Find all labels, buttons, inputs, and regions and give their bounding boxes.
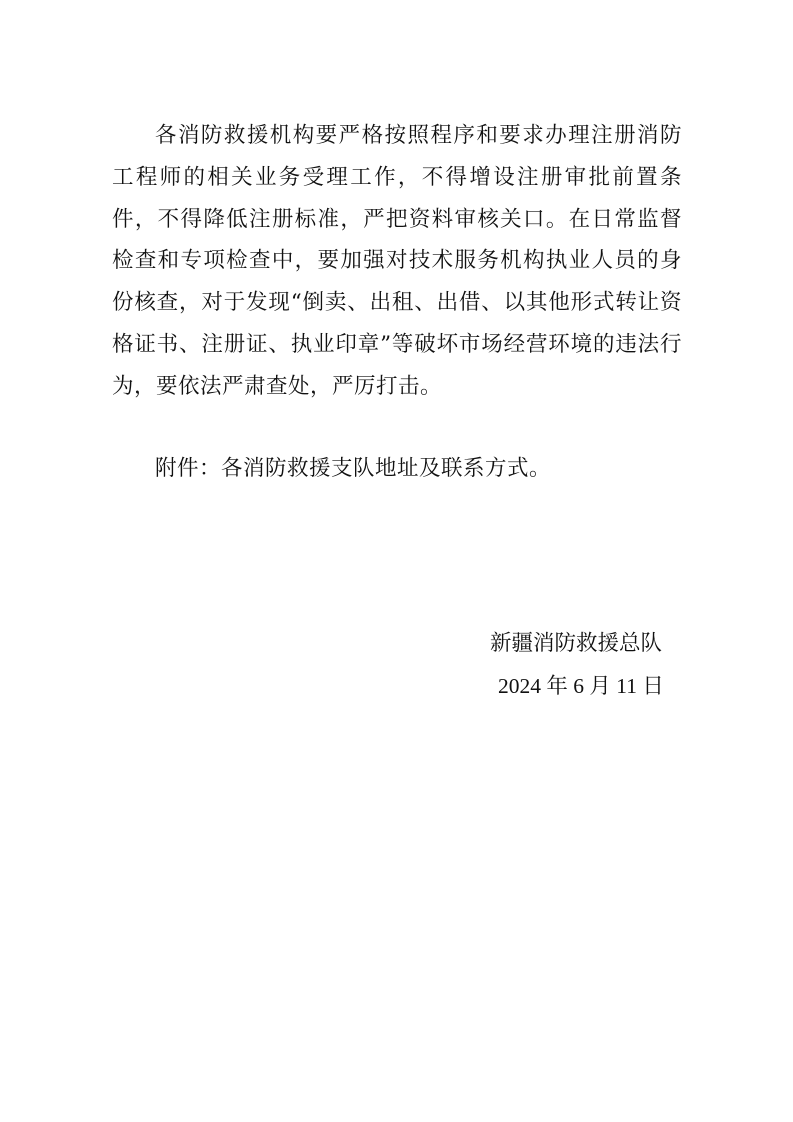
signature-organization: 新疆消防救援总队 <box>490 631 663 656</box>
signature-date: 2024 年 6 月 11 日 <box>498 674 664 698</box>
attachment-note: 附件：各消防救援支队地址及联系方式。 <box>155 456 552 481</box>
main-paragraph: 各消防救援机构要严格按照程序和要求办理注册消防工程师的相关业务受理工作，不得增设注册审批前置条件，不得降低注册标准，严把资料审核关口。在日常监督检查和专项检查中，要加强对技术服务机构执业人员的身份核查，对于发现“倒卖、出租、出借、以其他形式转让资格证书、注册证、执业印章”等破坏市场经营环境的违法行为，要依法严肃查处，严厉打击。 <box>112 123 682 399</box>
